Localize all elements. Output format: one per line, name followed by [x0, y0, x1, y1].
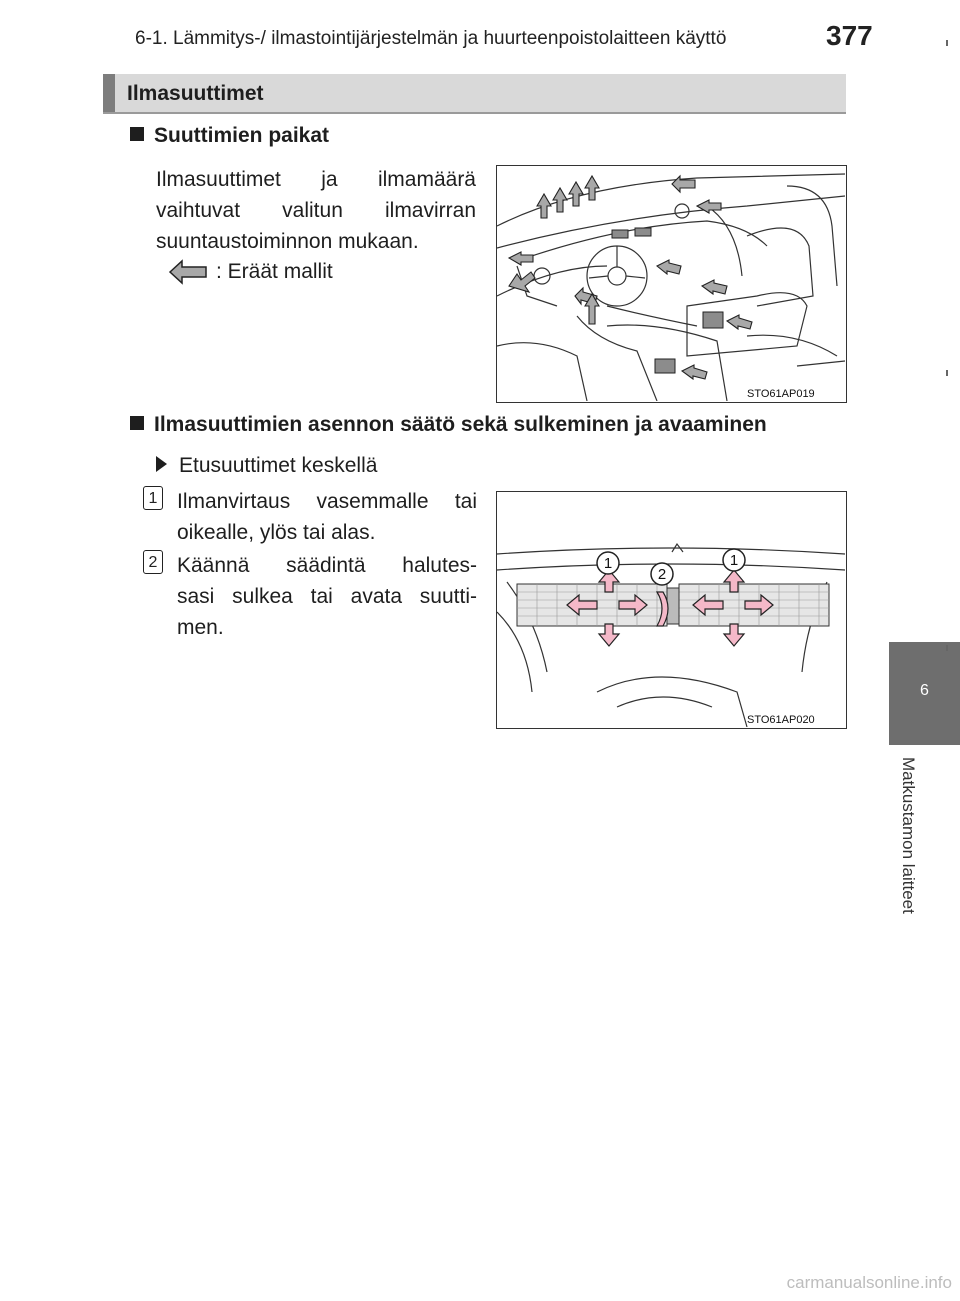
callout-1-left: 1 [603, 555, 613, 572]
figure-code: STO61AP019 [747, 388, 815, 400]
square-bullet-icon [130, 127, 144, 141]
chapter-title-vertical [890, 757, 930, 957]
bullet-front-center [156, 450, 476, 481]
edge-mark [946, 645, 948, 651]
body-line: Ilmasuuttimet ja ilmamäärä [156, 168, 476, 191]
locations-body [156, 164, 476, 257]
item-line: oikealle, ylös tai alas. [177, 521, 376, 544]
optional-vent-arrow-icon [168, 258, 208, 286]
item-text [177, 550, 477, 643]
item-number-badge: 1 [143, 486, 163, 510]
section-title-bar [103, 74, 846, 114]
body-line: vaihtuvat valitun ilmavirran [156, 199, 476, 222]
car-interior-illustration [497, 166, 845, 401]
triangle-bullet-icon [156, 456, 167, 472]
legend-text: : Eräät mallit [216, 260, 333, 283]
item-line: sasi sulkea tai avata suutti- [177, 585, 477, 608]
section-title: Ilmasuuttimet [127, 82, 264, 105]
figure-center-vents [496, 491, 847, 729]
legend [168, 256, 368, 288]
watermark: carmanualsonline.info [786, 1273, 952, 1292]
item-number-badge: 2 [143, 550, 163, 574]
item-text [177, 486, 477, 548]
subsection-heading-adjustment [130, 413, 767, 437]
page-number: 377 [826, 20, 873, 51]
chapter-tab [889, 642, 960, 745]
subsection-heading-text: Ilmasuuttimien asennon säätö sekä sulkeminen ja avaaminen [154, 413, 767, 436]
edge-mark [946, 40, 948, 46]
item-line: Ilmanvirtaus vasemmalle tai [177, 490, 477, 513]
section-accent [103, 74, 115, 112]
edge-mark [946, 370, 948, 376]
subsection-heading-locations [130, 124, 329, 148]
center-vent-illustration [497, 492, 845, 727]
square-bullet-icon [130, 416, 144, 430]
callout-1-right: 1 [729, 552, 739, 569]
bullet-text: Etusuuttimet keskellä [179, 454, 378, 477]
callout-2: 2 [657, 566, 667, 583]
chapter-number: 6 [920, 682, 929, 699]
running-header: 6-1. Lämmitys-/ ilmastointijärjestelmän ja huurteenpoistolaitteen käyttö [135, 28, 727, 49]
item-line: Käännä säädintä halutes- [177, 554, 477, 577]
subsection-heading-text: Suuttimien paikat [154, 124, 330, 147]
body-line: suuntaustoiminnon mukaan. [156, 230, 419, 253]
item-line: men. [177, 616, 224, 639]
chapter-title: Matkustamon laitteet [899, 757, 918, 914]
figure-code: STO61AP020 [747, 714, 815, 726]
figure-vent-locations [496, 165, 847, 403]
